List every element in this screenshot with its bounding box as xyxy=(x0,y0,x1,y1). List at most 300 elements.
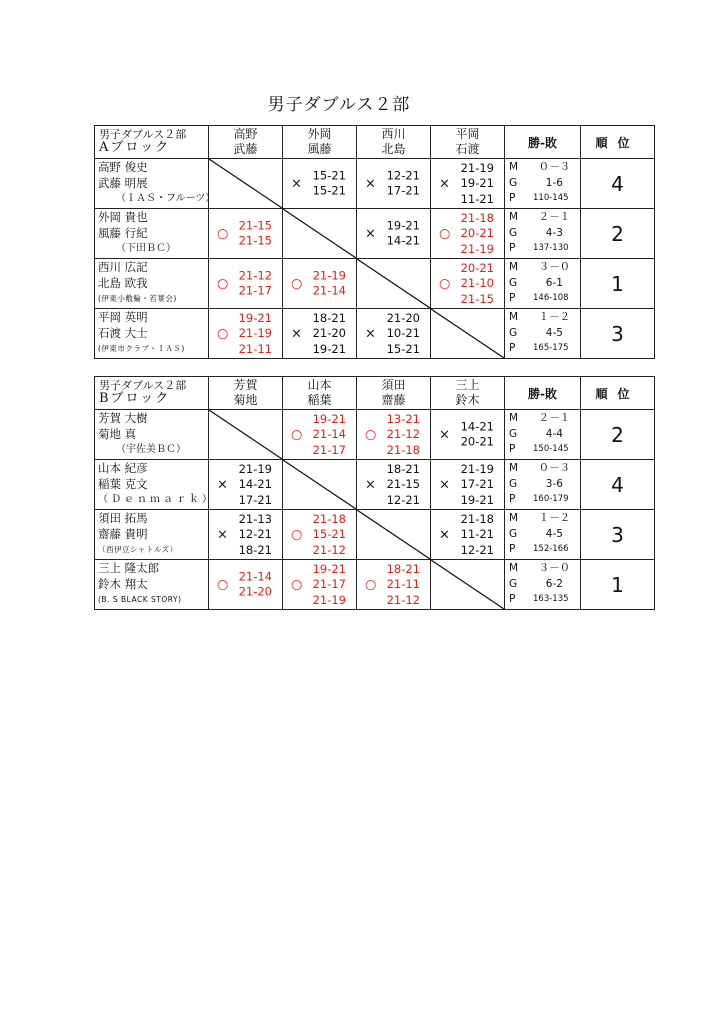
game-scores xyxy=(387,168,420,199)
self-match-cell xyxy=(283,209,357,259)
table-row xyxy=(95,460,655,510)
matches-record-label: M xyxy=(509,311,519,324)
win-loss-header: 勝-敗 xyxy=(505,377,581,410)
rank-cell: 3 xyxy=(581,309,655,359)
game-score: 21-20 xyxy=(312,325,346,340)
win-mark: ○ xyxy=(439,226,451,241)
points-record-line xyxy=(509,492,580,508)
game-scores xyxy=(239,511,272,558)
player-1-name: 山本 紀彦 xyxy=(98,461,148,476)
loss-mark: × xyxy=(365,176,376,191)
win-loss-cell xyxy=(505,410,581,460)
match-cell xyxy=(431,510,505,560)
games-record: 3-6 xyxy=(545,477,563,490)
rank-cell: 4 xyxy=(581,460,655,510)
loss-mark: × xyxy=(439,176,450,191)
game-score: 21-15 xyxy=(460,291,494,306)
game-score: 21-20 xyxy=(386,310,420,325)
opponent-header xyxy=(283,377,357,410)
matches-record-line xyxy=(509,561,580,577)
club-name: (伊東小敷輪・若葉会) xyxy=(98,294,177,304)
points-record-line xyxy=(509,291,580,307)
game-score: 21-19 xyxy=(460,461,494,476)
points-record-label: P xyxy=(509,493,516,506)
opponent-player-1: 三上 xyxy=(455,378,480,392)
game-score: 21-14 xyxy=(312,426,346,441)
points-record-line xyxy=(509,191,580,207)
game-score: 17-21 xyxy=(238,492,272,507)
game-score: 11-21 xyxy=(460,191,494,206)
matches-record: ３－０ xyxy=(538,261,571,274)
game-score: 21-12 xyxy=(312,542,346,557)
game-score: 17-21 xyxy=(460,476,494,491)
pair-cell xyxy=(95,159,216,209)
game-score: 12-21 xyxy=(386,492,420,507)
game-scores xyxy=(387,411,420,458)
match-cell xyxy=(357,159,431,209)
table-row xyxy=(95,309,655,359)
matches-record-line xyxy=(509,260,580,276)
game-scores xyxy=(313,268,346,299)
club-name: (伊東市クラブ・ＩＡＳ) xyxy=(98,344,185,354)
games-record-label: G xyxy=(509,477,518,490)
matches-record-line xyxy=(509,461,580,477)
games-record-line xyxy=(509,276,580,292)
game-score: 18-21 xyxy=(238,542,272,557)
game-score: 21-17 xyxy=(312,576,346,591)
pair-cell xyxy=(95,560,209,610)
player-1-name: 高野 俊史 xyxy=(98,160,148,175)
match-cell xyxy=(431,259,505,309)
games-record: 4-5 xyxy=(545,326,563,339)
game-score: 21-12 xyxy=(238,268,272,282)
points-record-line xyxy=(509,442,580,458)
matches-record-label: M xyxy=(509,261,519,274)
games-record-line xyxy=(509,527,580,543)
page-title: 男子ダブルス２部 xyxy=(267,95,411,115)
match-cell xyxy=(357,410,431,460)
win-mark: ○ xyxy=(439,276,451,291)
games-record: 4-4 xyxy=(545,427,563,440)
matches-record: ０－３ xyxy=(538,161,571,174)
matches-record-label: M xyxy=(509,161,519,174)
opponent-header xyxy=(283,126,357,159)
rank-cell: 2 xyxy=(581,209,655,259)
pair-cell xyxy=(95,309,209,359)
matches-record-line xyxy=(509,310,580,326)
pair-cell xyxy=(95,209,209,259)
games-record-line xyxy=(509,326,580,342)
game-scores xyxy=(387,561,420,608)
points-record: 110-145 xyxy=(533,193,569,204)
game-score: 10-21 xyxy=(386,325,420,340)
block-name: Bブロック xyxy=(99,390,171,406)
points-record-label: P xyxy=(509,292,516,305)
game-score: 15-21 xyxy=(386,341,420,356)
opponent-player-2: 石渡 xyxy=(455,142,480,156)
games-record-label: G xyxy=(509,276,518,289)
match-cell xyxy=(357,560,431,610)
game-score: 14-21 xyxy=(460,419,494,433)
matches-record: ０－３ xyxy=(538,462,571,475)
player-2-name: 石渡 大士 xyxy=(98,325,148,340)
game-scores xyxy=(313,561,346,608)
match-cell xyxy=(283,159,357,209)
games-record-line xyxy=(509,226,580,242)
game-scores xyxy=(239,461,272,508)
self-match-cell xyxy=(283,460,357,510)
game-score: 15-21 xyxy=(312,183,346,198)
player-2-name: 齋藤 貴明 xyxy=(98,526,148,541)
games-record: 6-2 xyxy=(545,577,563,590)
game-scores xyxy=(239,569,272,600)
games-record-line xyxy=(509,477,580,493)
diagonal-line xyxy=(357,259,430,308)
matches-record: ３－０ xyxy=(538,562,571,575)
table-row xyxy=(95,560,655,610)
matches-record: １－２ xyxy=(538,512,571,525)
diagonal-line xyxy=(283,460,356,509)
game-scores xyxy=(387,461,420,508)
opponent-player-2: 武藤 xyxy=(233,142,258,156)
player-2-name: 武藤 明展 xyxy=(98,175,148,190)
player-2-name: 稲葉 克文 xyxy=(98,476,148,491)
match-cell xyxy=(431,410,505,460)
win-loss-cell xyxy=(505,309,581,359)
loss-mark: × xyxy=(439,527,450,542)
opponent-header xyxy=(357,377,431,410)
game-score: 18-21 xyxy=(312,310,346,325)
game-score: 18-21 xyxy=(386,461,420,476)
loss-mark: × xyxy=(291,326,302,341)
game-scores xyxy=(239,310,272,357)
match-cell xyxy=(431,209,505,259)
game-score: 21-19 xyxy=(238,461,272,476)
player-1-name: 西川 広記 xyxy=(98,260,148,275)
opponent-player-1: 西川 xyxy=(381,127,406,141)
game-scores xyxy=(387,310,420,357)
rank-cell: 3 xyxy=(581,510,655,560)
match-cell xyxy=(283,309,357,359)
matches-record-label: M xyxy=(509,211,519,224)
self-match-cell xyxy=(357,510,431,560)
player-1-name: 芳賀 大樹 xyxy=(98,411,148,426)
loss-mark: × xyxy=(365,226,376,241)
points-record-line xyxy=(509,542,580,558)
match-cell xyxy=(431,159,505,209)
points-record-label: P xyxy=(509,242,516,255)
matches-record-label: M xyxy=(509,412,519,425)
match-cell xyxy=(283,510,357,560)
matches-record: ２－１ xyxy=(538,211,571,224)
player-2-name: 菊地 真 xyxy=(98,426,137,441)
opponent-header xyxy=(209,377,283,410)
game-score: 21-18 xyxy=(312,511,346,526)
win-mark: ○ xyxy=(217,276,229,291)
games-record-label: G xyxy=(509,527,518,540)
loss-mark: × xyxy=(365,326,376,341)
game-score: 21-19 xyxy=(460,241,494,256)
games-record-label: G xyxy=(509,226,518,239)
event-name: 男子ダブルス２部 xyxy=(99,127,187,141)
points-record-line xyxy=(509,241,580,257)
player-2-name: 風藤 行紀 xyxy=(98,225,148,240)
opponent-player-2: 稲葉 xyxy=(307,393,332,407)
opponent-player-1: 芳賀 xyxy=(233,378,258,392)
rank-cell: 2 xyxy=(581,410,655,460)
game-score: 21-15 xyxy=(386,476,420,491)
player-1-name: 外岡 貴也 xyxy=(98,210,148,225)
game-score: 21-15 xyxy=(238,233,272,248)
match-cell xyxy=(283,259,357,309)
loss-mark: × xyxy=(439,477,450,492)
game-score: 21-13 xyxy=(238,511,272,526)
table-row xyxy=(95,259,655,309)
opponent-player-2: 齋藤 xyxy=(381,393,406,407)
block-label xyxy=(95,126,209,159)
game-score: 21-18 xyxy=(460,511,494,526)
pair-cell xyxy=(95,410,209,460)
game-score: 12-21 xyxy=(238,526,272,541)
game-scores xyxy=(239,268,272,299)
player-1-name: 平岡 英明 xyxy=(98,310,148,325)
points-record-label: P xyxy=(509,443,516,456)
game-score: 20-21 xyxy=(460,260,494,275)
win-mark: ○ xyxy=(291,427,303,442)
game-score: 21-11 xyxy=(386,576,420,591)
block-a-table xyxy=(94,125,655,359)
points-record: 146-108 xyxy=(533,293,569,304)
win-mark: ○ xyxy=(365,577,377,592)
club-name: (B. S BLACK STORY) xyxy=(98,595,182,605)
opponent-player-2: 風藤 xyxy=(307,142,332,156)
game-score: 17-21 xyxy=(386,183,420,198)
game-scores xyxy=(313,411,346,458)
game-scores xyxy=(461,210,494,257)
game-score: 19-21 xyxy=(312,411,346,426)
opponent-player-1: 平岡 xyxy=(455,127,480,141)
game-scores xyxy=(239,218,272,249)
match-cell xyxy=(209,460,283,510)
matches-record-label: M xyxy=(509,562,519,575)
match-cell xyxy=(209,560,283,610)
match-cell xyxy=(431,460,505,510)
game-score: 12-21 xyxy=(386,168,420,182)
win-loss-cell xyxy=(505,510,581,560)
points-record: 160-179 xyxy=(533,494,569,505)
match-cell xyxy=(209,309,283,359)
diagonal-line xyxy=(357,510,430,559)
match-cell xyxy=(357,209,431,259)
rank-header: 順位 xyxy=(581,126,655,159)
game-score: 19-21 xyxy=(312,561,346,576)
match-cell xyxy=(357,460,431,510)
opponent-header xyxy=(209,126,283,159)
game-score: 19-21 xyxy=(312,341,346,356)
header-row xyxy=(95,377,655,410)
header-row xyxy=(95,126,655,159)
match-cell xyxy=(209,259,283,309)
games-record-label: G xyxy=(509,427,518,440)
rank-cell: 1 xyxy=(581,560,655,610)
points-record-line xyxy=(509,592,580,608)
match-cell xyxy=(357,309,431,359)
games-record-line xyxy=(509,176,580,192)
rank-cell: 1 xyxy=(581,259,655,309)
block-label xyxy=(95,377,209,410)
win-mark: ○ xyxy=(291,276,303,291)
game-scores xyxy=(313,310,346,357)
table-row xyxy=(95,510,655,560)
loss-mark: × xyxy=(365,477,376,492)
game-score: 21-18 xyxy=(460,210,494,225)
win-loss-cell xyxy=(505,460,581,510)
game-score: 21-19 xyxy=(460,160,494,175)
points-record-label: P xyxy=(509,192,516,205)
club-name: （ＩＡＳ・フルーツ） xyxy=(116,193,216,205)
game-score: 21-19 xyxy=(238,325,272,340)
game-score: 21-17 xyxy=(238,283,272,298)
game-score: 18-21 xyxy=(386,561,420,576)
table-row xyxy=(95,159,655,209)
game-score: 19-21 xyxy=(460,492,494,507)
win-mark: ○ xyxy=(291,527,303,542)
opponent-player-1: 外岡 xyxy=(307,127,332,141)
block-b-table xyxy=(94,376,655,610)
player-2-name: 鈴木 翔太 xyxy=(98,576,148,591)
pair-cell xyxy=(95,259,209,309)
matches-record-line xyxy=(509,411,580,427)
game-score: 14-21 xyxy=(238,476,272,491)
game-score: 15-21 xyxy=(312,526,346,541)
match-cell xyxy=(209,209,283,259)
points-record-label: P xyxy=(509,543,516,556)
win-mark: ○ xyxy=(217,326,229,341)
game-score: 21-12 xyxy=(386,592,420,607)
win-loss-cell xyxy=(505,560,581,610)
rank-header: 順位 xyxy=(581,377,655,410)
game-score: 21-15 xyxy=(238,218,272,232)
diagonal-line xyxy=(209,410,282,459)
game-scores xyxy=(313,511,346,558)
player-1-name: 須田 拓馬 xyxy=(98,511,148,526)
game-score: 19-21 xyxy=(460,175,494,190)
game-score: 21-17 xyxy=(312,442,346,457)
games-record-label: G xyxy=(509,577,518,590)
player-1-name: 三上 隆太郎 xyxy=(98,561,160,576)
game-score: 11-21 xyxy=(460,526,494,541)
games-record: 4-5 xyxy=(545,527,563,540)
matches-record-line xyxy=(509,160,580,176)
loss-mark: × xyxy=(217,477,228,492)
table-row xyxy=(95,410,655,460)
game-scores xyxy=(461,461,494,508)
diagonal-line xyxy=(431,560,504,609)
opponent-header xyxy=(357,126,431,159)
opponent-header xyxy=(431,126,505,159)
diagonal-line xyxy=(209,159,282,208)
game-score: 21-18 xyxy=(386,442,420,457)
match-cell xyxy=(209,510,283,560)
opponent-player-2: 北島 xyxy=(381,142,406,156)
match-cell xyxy=(283,560,357,610)
loss-mark: × xyxy=(439,427,450,442)
game-score: 13-21 xyxy=(386,411,420,426)
opponent-header xyxy=(431,377,505,410)
pair-cell xyxy=(95,510,209,560)
games-record-label: G xyxy=(509,176,518,189)
game-scores xyxy=(461,419,494,450)
club-name: （下田ＢＣ） xyxy=(116,243,176,255)
game-score: 21-14 xyxy=(238,569,272,583)
game-score: 19-21 xyxy=(238,310,272,325)
game-score: 21-10 xyxy=(460,275,494,290)
game-score: 21-11 xyxy=(238,341,272,356)
game-score: 21-20 xyxy=(238,584,272,599)
opponent-player-2: 菊地 xyxy=(233,393,258,407)
diagonal-line xyxy=(431,309,504,358)
game-score: 12-21 xyxy=(460,542,494,557)
points-record: 137-130 xyxy=(533,243,569,254)
table-row xyxy=(95,209,655,259)
matches-record: １－２ xyxy=(538,311,571,324)
games-record: 4-3 xyxy=(545,226,563,239)
block-name: Aブロック xyxy=(99,139,171,155)
win-loss-cell xyxy=(505,209,581,259)
match-cell xyxy=(283,410,357,460)
game-scores xyxy=(461,511,494,558)
games-record-label: G xyxy=(509,326,518,339)
points-record-line xyxy=(509,341,580,357)
opponent-player-1: 山本 xyxy=(307,378,332,392)
game-score: 20-21 xyxy=(460,225,494,240)
games-record: 1-6 xyxy=(545,176,563,189)
points-record: 152-166 xyxy=(533,544,569,555)
matches-record-line xyxy=(509,210,580,226)
game-scores xyxy=(461,260,494,307)
self-match-cell xyxy=(209,410,283,460)
win-loss-cell xyxy=(505,159,581,209)
game-score: 14-21 xyxy=(386,233,420,248)
win-mark: ○ xyxy=(365,427,377,442)
loss-mark: × xyxy=(217,527,228,542)
diagonal-line xyxy=(283,209,356,258)
game-scores xyxy=(387,218,420,249)
games-record: 6-1 xyxy=(545,276,563,289)
matches-record: ２－１ xyxy=(538,412,571,425)
loss-mark: × xyxy=(291,176,302,191)
games-record-line xyxy=(509,427,580,443)
event-name: 男子ダブルス２部 xyxy=(99,378,187,392)
games-record-line xyxy=(509,577,580,593)
opponent-player-1: 須田 xyxy=(381,378,406,392)
points-record-label: P xyxy=(509,593,516,606)
club-name: （西伊豆シャトルズ） xyxy=(98,545,178,555)
club-name: （宇佐美ＢＣ） xyxy=(116,444,186,456)
matches-record-label: M xyxy=(509,512,519,525)
player-2-name: 北島 欧我 xyxy=(98,275,148,290)
game-score: 19-21 xyxy=(386,218,420,232)
win-loss-cell xyxy=(505,259,581,309)
game-score: 15-21 xyxy=(312,168,346,182)
game-score: 21-14 xyxy=(312,283,346,298)
rank-cell: 4 xyxy=(581,159,655,209)
club-name: （Ｄｅｎｍａｒｋ） xyxy=(98,494,215,506)
game-score: 21-12 xyxy=(386,426,420,441)
self-match-cell xyxy=(209,159,283,209)
matches-record-label: M xyxy=(509,462,519,475)
win-mark: ○ xyxy=(217,577,229,592)
